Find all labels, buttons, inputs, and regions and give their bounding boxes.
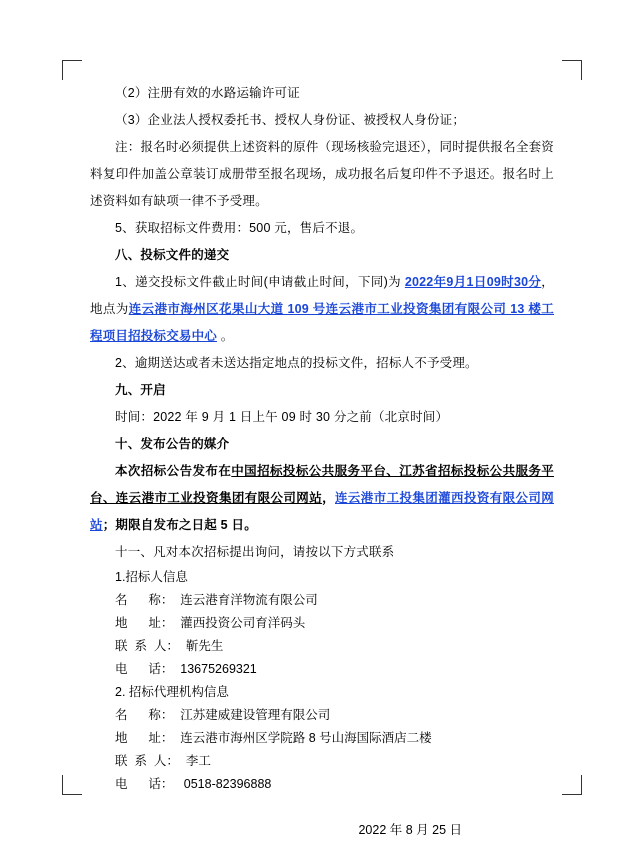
deadline-time: 2022年9月1日09时30分 — [404, 275, 542, 289]
media-platform-list-2: 连云港市工投集团灌西投资有限公司网站 — [90, 491, 555, 532]
section-11-title: 十一、凡对本次招标提出询问，请按以下方式联系 — [115, 545, 395, 559]
agent-info-block — [90, 681, 554, 796]
crop-mark-top-right — [562, 60, 582, 80]
section-8-paragraph-2: 2、逾期送达或者未送达指定地点的投标文件，招标人不予受理。 — [115, 356, 478, 370]
section-8-p1-suffix: 。 — [217, 329, 234, 343]
section-9-title: 九、开启 — [115, 383, 166, 397]
section-8-paragraph-1 — [90, 269, 554, 350]
agent-address-row: 地 址： 连云港市海州区学院路 8 号山海国际酒店二楼 — [115, 731, 432, 745]
media-platform-list-1: 中国招标投标公共服务平台、江苏省招标投标公共服务平台、连云港市工业投资集团有限公司网站 — [90, 464, 554, 505]
document-date: 2022 年 8 月 25 日 — [358, 823, 462, 837]
bidder-info-block — [90, 566, 554, 681]
crop-mark-top-left — [62, 60, 82, 80]
agent-info-title: 2. 招标代理机构信息 — [115, 685, 229, 699]
body-line-fee: 5、获取招标文件费用：500 元，售后不退。 — [115, 221, 364, 235]
agent-phone-row: 电 话： 0518-82396888 — [115, 777, 272, 791]
section-8-p1-prefix: 1、递交投标文件截止时间(申请截止时间，下同)为 — [115, 275, 405, 289]
section-8-title: 八、投标文件的递交 — [115, 248, 230, 262]
document-content — [90, 80, 554, 855]
body-line-authorization: （3）企业法人授权委托书、授权人身份证、被授权人身份证； — [115, 113, 466, 127]
section-10-paragraph — [90, 458, 554, 539]
crop-mark-bottom-left — [62, 775, 82, 795]
body-line-water-permit: （2）注册有效的水路运输许可证 — [115, 86, 300, 100]
crop-mark-bottom-right — [562, 775, 582, 795]
bidder-contact-row: 联 系 人： 靳先生 — [115, 639, 224, 653]
bidder-info-title: 1.招标人信息 — [115, 570, 188, 584]
section-9-paragraph-1: 时间：2022 年 9 月 1 日上午 09 时 30 分之前（北京时间） — [115, 410, 449, 424]
bidder-phone-row: 电 话： 13675269321 — [115, 662, 257, 676]
section-10-prefix: 本次招标公告发布在 — [115, 464, 232, 478]
body-line-note: 注：报名时必须提供上述资料的原件（现场核验完退还），同时提供报名全套资料复印件加盖公章装订成册带至报名现场，成功报名后复印件不予退还。报名时上述资料如有缺项一律不予受理。 — [90, 140, 554, 208]
section-10-title: 十、发布公告的媒介 — [115, 437, 230, 451]
media-separator: ， — [322, 491, 335, 505]
deadline-place: 连云港市海州区花果山大道 109 号连云港市工业投资集团有限公司 13 楼工程项目招投标交易中心 — [90, 302, 554, 343]
section-10-suffix: ；期限自发布之日起 5 日。 — [102, 518, 257, 532]
agent-name-row: 名 称： 江苏建威建设管理有限公司 — [115, 708, 331, 722]
agent-contact-row: 联 系 人： 李工 — [115, 754, 211, 768]
bidder-address-row: 地 址： 灌西投资公司育洋码头 — [115, 616, 306, 630]
section-8-p1-mid: ，地点为 — [90, 275, 554, 316]
bidder-name-row: 名 称： 连云港育洋物流有限公司 — [115, 593, 318, 607]
